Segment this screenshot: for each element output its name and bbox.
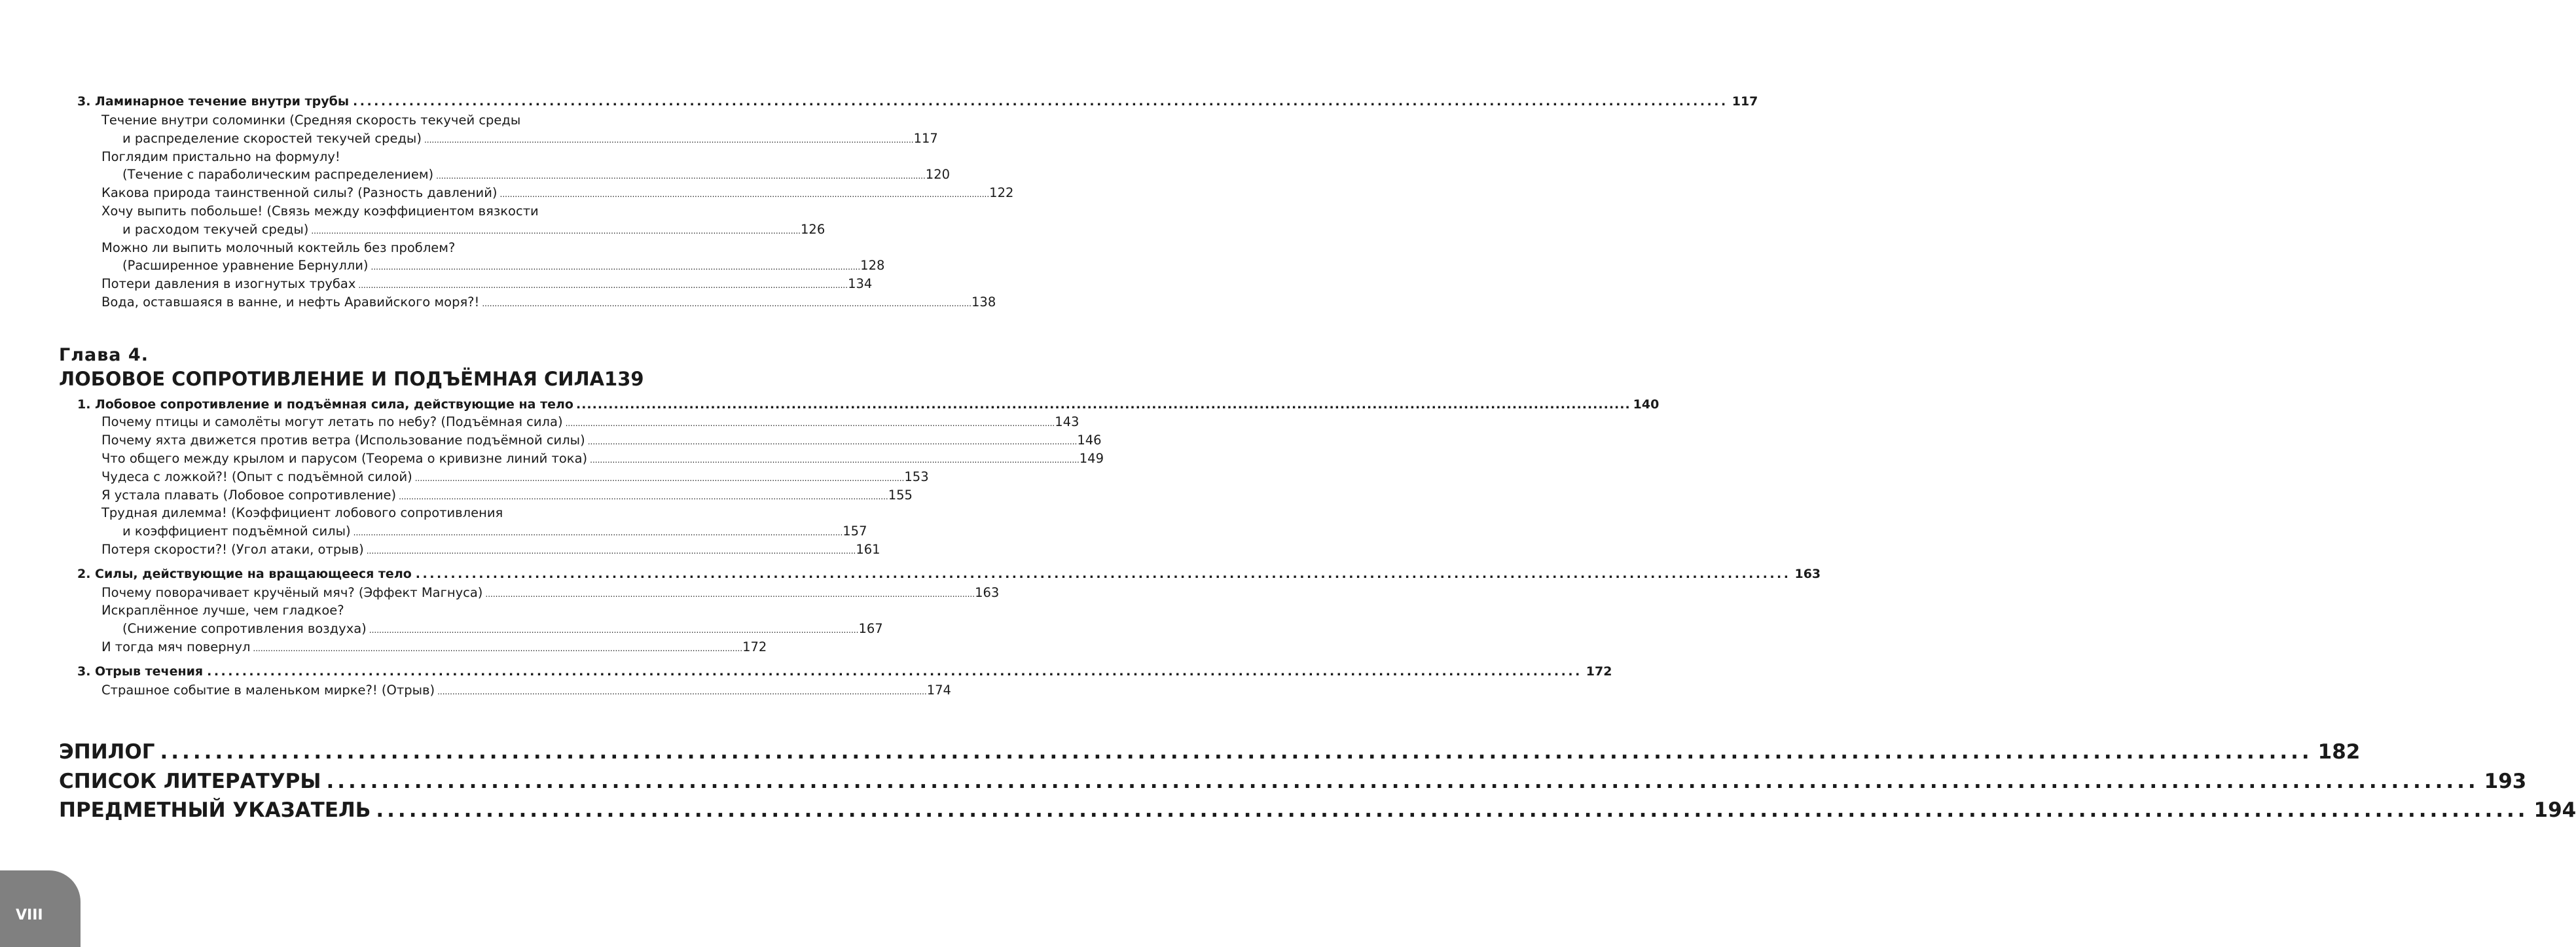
toc-page-number: 193: [2484, 770, 2527, 793]
toc-entry[interactable]: [122, 167, 951, 182]
toc-entry-title: Почему поворачивает кручёный мяч? (Эффект Магнуса): [101, 585, 483, 600]
toc-page-number: 194: [2533, 798, 2576, 822]
toc-entry-title: Что общего между крылом и парусом (Теорема о кривизне линий тока): [101, 451, 588, 466]
chapter-label: Глава 4.: [59, 345, 149, 365]
dot-leader: ....................................................................................................................................................................................................: [376, 798, 2529, 822]
toc-section-title: 1. Лобовое сопротивление и подъёмная сила, действующие на тело: [77, 397, 573, 412]
toc-page-number: 163: [975, 585, 1000, 600]
dot-leader: ....................................................................................................................................................................................................: [424, 135, 914, 145]
dot-leader: ....................................................................................................................................................................................................: [587, 437, 1078, 446]
toc-page-number: 139: [604, 368, 644, 390]
toc-entry[interactable]: [122, 258, 885, 273]
toc-entry-title: Почему яхта движется против ветра (Использование подъёмной силы): [101, 433, 585, 448]
dot-leader: ....................................................................................................................................................................................................: [366, 546, 856, 556]
toc-page-number: 174: [926, 683, 951, 698]
toc-chapter-4[interactable]: [59, 368, 644, 390]
toc-entry-title: Почему птицы и самолёты могут летать по небу? (Подъёмная сила): [101, 414, 563, 429]
toc-page-number: 143: [1055, 414, 1079, 429]
toc-entry[interactable]: [101, 488, 913, 503]
toc-entry-title: Потеря скорости?! (Угол атаки, отрыв): [101, 542, 364, 557]
toc-entry-line[interactable]: Течение внутри соломинки (Средняя скорость текучей среды: [101, 113, 521, 128]
toc-backmatter-title: СПИСОК ЛИТЕРАТУРЫ: [59, 770, 321, 793]
toc-entry-title: (Снижение сопротивления воздуха): [122, 621, 367, 636]
toc-section-laminar-flow[interactable]: [77, 94, 1758, 109]
toc-page-number: 138: [971, 295, 996, 310]
toc-page-number: 161: [856, 542, 880, 557]
toc-entry-line[interactable]: Хочу выпить побольше! (Связь между коэффициентом вязкости: [101, 204, 539, 219]
dot-leader: ....................................................................................................................................................................................................: [253, 644, 743, 653]
dot-leader: ....................................................................................................................................................................................................: [415, 567, 1791, 581]
toc-page-number: 172: [1586, 664, 1612, 679]
dot-leader: ....................................................................................................................................................................................................: [207, 664, 1582, 679]
page-number: VIII: [16, 907, 43, 923]
page-number-tab: [0, 870, 81, 947]
dot-leader: ....................................................................................................................................................................................................: [575, 397, 1631, 412]
toc-entry-title: Какова природа таинственной силы? (Разность давлений): [101, 185, 498, 200]
toc-entry[interactable]: [101, 585, 1000, 600]
toc-entry-title: и расходом текучей среды): [122, 222, 309, 237]
dot-leader: ....................................................................................................................................................................................................: [437, 687, 927, 696]
toc-entry[interactable]: [122, 621, 883, 636]
toc-entry-title: Потери давления в изогнутых трубах: [101, 276, 356, 291]
toc-entry-title: Чудеса с ложкой?! (Опыт с подъёмной силой): [101, 469, 412, 484]
toc-section-drag-lift[interactable]: [77, 397, 1660, 412]
toc-page-number: 163: [1794, 567, 1821, 581]
dot-leader: ....................................................................................................................................................................................................: [436, 171, 926, 181]
dot-leader: ....................................................................................................................................................................................................: [353, 528, 843, 537]
toc-entry-title: И тогда мяч повернул: [101, 639, 251, 654]
toc-page-number: 140: [1633, 397, 1660, 412]
toc-page-number: 157: [843, 524, 867, 539]
toc-page-number: 149: [1079, 451, 1104, 466]
dot-leader: ....................................................................................................................................................................................................: [565, 419, 1055, 428]
toc-entry-title: (Расширенное уравнение Бернулли): [122, 258, 369, 273]
toc-entry-line[interactable]: Трудная дилемма! (Коэффициент лобового сопротивления: [101, 505, 503, 520]
toc-entry[interactable]: [122, 131, 938, 146]
toc-entry[interactable]: [101, 185, 1014, 200]
toc-section-title: 3. Ламинарное течение внутри трубы: [77, 94, 350, 109]
toc-entry-title: и распределение скоростей текучей среды): [122, 131, 422, 146]
toc-page-number: 155: [888, 488, 913, 503]
dot-leader: ....................................................................................................................................................................................................: [414, 474, 905, 483]
toc-epilogue[interactable]: [59, 740, 2361, 764]
dot-leader: ....................................................................................................................................................................................................: [358, 281, 848, 290]
toc-entry[interactable]: [101, 683, 951, 698]
toc-entry[interactable]: [101, 451, 1104, 466]
toc-page-number: 146: [1077, 433, 1102, 448]
dot-leader: ....................................................................................................................................................................................................: [369, 626, 859, 635]
toc-backmatter-title: ЭПИЛОГ: [59, 740, 155, 764]
dot-leader: ....................................................................................................................................................................................................: [353, 94, 1728, 109]
dot-leader: ....................................................................................................................................................................................................: [371, 262, 861, 272]
dot-leader: ....................................................................................................................................................................................................: [160, 740, 2313, 764]
toc-page-number: 134: [848, 276, 873, 291]
toc-entry[interactable]: [101, 469, 929, 484]
toc-entry-title: и коэффициент подъёмной силы): [122, 524, 351, 539]
toc-entry-line[interactable]: Искраплённое лучше, чем гладкое?: [101, 603, 344, 618]
toc-section-flow-separation[interactable]: [77, 664, 1612, 679]
toc-entry[interactable]: [122, 222, 825, 237]
dot-leader: ....................................................................................................................................................................................................: [485, 590, 975, 599]
toc-entry[interactable]: [101, 295, 996, 310]
toc-page-number: 117: [1732, 94, 1758, 109]
toc-entry-line[interactable]: Поглядим пристально на формулу!: [101, 149, 340, 164]
dot-leader: ....................................................................................................................................................................................................: [482, 299, 971, 308]
dot-leader: ....................................................................................................................................................................................................: [399, 492, 888, 501]
toc-page-number: 182: [2317, 740, 2361, 764]
toc-page-number: 117: [913, 131, 938, 146]
toc-section-rotating-body[interactable]: [77, 567, 1821, 581]
toc-entry[interactable]: [122, 524, 867, 539]
toc-entry-title: Страшное событие в маленьком мирке?! (Отрыв): [101, 683, 435, 698]
toc-page-number: 153: [904, 469, 929, 484]
toc-subject-index[interactable]: [59, 798, 2576, 822]
toc-page-number: 120: [925, 167, 951, 182]
toc-entry-title: Вода, оставшаяся в ванне, и нефть Аравийского моря?!: [101, 295, 480, 310]
toc-entry[interactable]: [101, 542, 880, 557]
toc-entry-title: (Течение с параболическим распределением): [122, 167, 434, 182]
toc-page-number: 172: [742, 639, 767, 654]
dot-leader: ....................................................................................................................................................................................................: [590, 456, 1079, 465]
dot-leader: ....................................................................................................................................................................................................: [499, 190, 990, 199]
toc-section-title: 3. Отрыв течения: [77, 664, 204, 679]
toc-page-number: 167: [858, 621, 883, 636]
toc-entry-line[interactable]: Можно ли выпить молочный коктейль без проблем?: [101, 240, 456, 255]
toc-entry[interactable]: [101, 414, 1079, 429]
chapter-title: ЛОБОВОЕ СОПРОТИВЛЕНИЕ И ПОДЪЁМНАЯ СИЛА: [59, 368, 605, 390]
toc-entry[interactable]: [101, 433, 1102, 448]
toc-entry[interactable]: [101, 276, 873, 291]
dot-leader: ....................................................................................................................................................................................................: [311, 226, 801, 236]
toc-section-title: 2. Силы, действующие на вращающееся тело: [77, 567, 412, 581]
toc-entry[interactable]: [101, 639, 767, 654]
toc-page-number: 122: [989, 185, 1014, 200]
dot-leader: ....................................................................................................................................................................................................: [326, 770, 2479, 793]
toc-bibliography[interactable]: [59, 770, 2527, 793]
toc-backmatter-title: ПРЕДМЕТНЫЙ УКАЗАТЕЛЬ: [59, 798, 371, 822]
toc-entry-title: Я устала плавать (Лобовое сопротивление): [101, 488, 397, 503]
toc-page-number: 126: [801, 222, 825, 237]
toc-page-number: 128: [860, 258, 885, 273]
